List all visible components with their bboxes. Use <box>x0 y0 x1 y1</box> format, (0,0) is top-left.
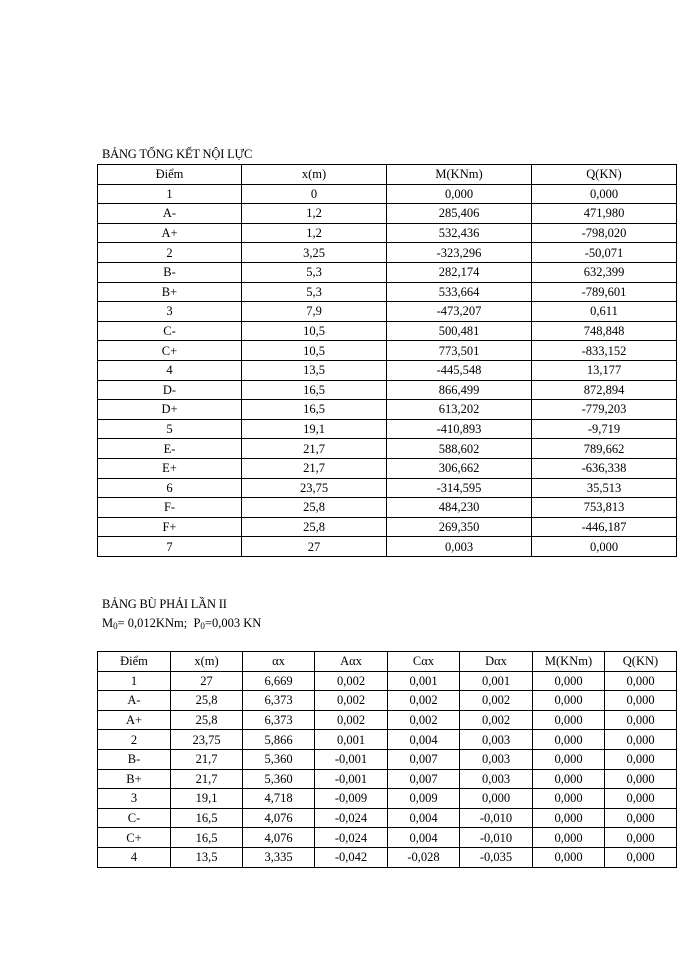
table-cell: F+ <box>98 517 242 537</box>
table-cell: 16,5 <box>242 380 387 400</box>
table-cell: -445,548 <box>387 360 532 380</box>
table-header-row <box>98 165 677 185</box>
table-cell: A+ <box>98 710 171 730</box>
table-cell: C- <box>98 321 242 341</box>
table-cell: -0,010 <box>460 828 533 848</box>
table-cell: 0,004 <box>388 828 460 848</box>
table-cell: 3 <box>98 789 171 809</box>
column-header: x(m) <box>171 652 243 672</box>
table-row <box>98 458 677 478</box>
table-cell: 0,611 <box>532 302 677 322</box>
table-row <box>98 789 677 809</box>
table-row <box>98 204 677 224</box>
table-cell: 0,002 <box>315 671 388 691</box>
table-cell: 0,000 <box>605 749 677 769</box>
column-header: M(KNm) <box>387 165 532 185</box>
table-cell: 0,007 <box>388 769 460 789</box>
table-row <box>98 749 677 769</box>
table-cell: 10,5 <box>242 321 387 341</box>
column-header: αx <box>243 652 315 672</box>
table-cell: 23,75 <box>171 730 243 750</box>
table-cell: 23,75 <box>242 478 387 498</box>
table-cell: 19,1 <box>171 789 243 809</box>
table-cell: B+ <box>98 282 242 302</box>
table-cell: 25,8 <box>171 710 243 730</box>
table-cell: -0,001 <box>315 749 388 769</box>
table-cell: A- <box>98 204 242 224</box>
table-row <box>98 262 677 282</box>
table-cell: -798,020 <box>532 223 677 243</box>
table-row <box>98 517 677 537</box>
table-cell: -0,042 <box>315 847 388 867</box>
table-cell: -9,719 <box>532 419 677 439</box>
table-cell: 0,002 <box>315 691 388 711</box>
table-cell: -323,296 <box>387 243 532 263</box>
table-row <box>98 439 677 459</box>
table-cell: 25,8 <box>171 691 243 711</box>
table-cell: 0,002 <box>388 710 460 730</box>
table-cell: 0,003 <box>460 749 533 769</box>
table-cell: A+ <box>98 223 242 243</box>
table-row <box>98 341 677 361</box>
table-cell: -314,595 <box>387 478 532 498</box>
second-correction-table <box>97 651 677 868</box>
table-cell: 0,002 <box>388 691 460 711</box>
table-row <box>98 419 677 439</box>
table-cell: F- <box>98 498 242 518</box>
p0-subscript: 0 <box>200 621 205 631</box>
table-cell: 5,866 <box>243 730 315 750</box>
column-header: Q(KN) <box>532 165 677 185</box>
table-cell: 484,230 <box>387 498 532 518</box>
table-cell: 0,000 <box>605 789 677 809</box>
table-cell: 0,003 <box>460 769 533 789</box>
table-cell: 0,000 <box>605 730 677 750</box>
table-cell: 4,718 <box>243 789 315 809</box>
table-row <box>98 769 677 789</box>
table-row <box>98 691 677 711</box>
table-cell: 3 <box>98 302 242 322</box>
table-cell: 0,000 <box>533 808 605 828</box>
table-cell: 10,5 <box>242 341 387 361</box>
table-row <box>98 710 677 730</box>
table1-title: BẢNG TỔNG KẾT NỘI LỰC <box>102 147 253 161</box>
table-cell: 19,1 <box>242 419 387 439</box>
table-cell: 0,000 <box>532 184 677 204</box>
table-cell: 533,664 <box>387 282 532 302</box>
table-cell: 0,000 <box>533 828 605 848</box>
table-cell: 532,436 <box>387 223 532 243</box>
table-cell: 613,202 <box>387 400 532 420</box>
table-cell: 588,602 <box>387 439 532 459</box>
table-row <box>98 321 677 341</box>
table-cell: 25,8 <box>242 498 387 518</box>
table-cell: 3,25 <box>242 243 387 263</box>
table-cell: B- <box>98 262 242 282</box>
table-cell: 753,813 <box>532 498 677 518</box>
table-cell: -0,009 <box>315 789 388 809</box>
table-cell: 35,513 <box>532 478 677 498</box>
table-cell: 285,406 <box>387 204 532 224</box>
table-cell: 5 <box>98 419 242 439</box>
table-cell: -50,071 <box>532 243 677 263</box>
table-cell: 872,894 <box>532 380 677 400</box>
table-cell: 0,000 <box>387 184 532 204</box>
table-cell: 4,076 <box>243 808 315 828</box>
column-header: Aαx <box>315 652 388 672</box>
table-row <box>98 400 677 420</box>
table-cell: 5,3 <box>242 262 387 282</box>
table-cell: 632,399 <box>532 262 677 282</box>
table-cell: 0 <box>242 184 387 204</box>
table-cell: 5,3 <box>242 282 387 302</box>
table-cell: 13,177 <box>532 360 677 380</box>
table-row <box>98 478 677 498</box>
table-cell: -0,035 <box>460 847 533 867</box>
table-cell: C+ <box>98 341 242 361</box>
table-cell: D+ <box>98 400 242 420</box>
table-cell: 773,501 <box>387 341 532 361</box>
table-cell: 0,000 <box>533 730 605 750</box>
table-cell: 0,000 <box>533 710 605 730</box>
table-row <box>98 808 677 828</box>
table-cell: C- <box>98 808 171 828</box>
table2-parameters <box>102 616 261 631</box>
table-cell: D- <box>98 380 242 400</box>
table-cell: 13,5 <box>242 360 387 380</box>
table-cell: 0,000 <box>533 749 605 769</box>
table-cell: 0,003 <box>460 730 533 750</box>
table-cell: B- <box>98 749 171 769</box>
table-cell: 748,848 <box>532 321 677 341</box>
table-cell: -446,187 <box>532 517 677 537</box>
table-cell: 5,360 <box>243 769 315 789</box>
table-cell: B+ <box>98 769 171 789</box>
table-cell: 471,980 <box>532 204 677 224</box>
table-cell: 789,662 <box>532 439 677 459</box>
table-cell: C+ <box>98 828 171 848</box>
table-row <box>98 360 677 380</box>
table-cell: -410,893 <box>387 419 532 439</box>
table-cell: -789,601 <box>532 282 677 302</box>
table-cell: 6 <box>98 478 242 498</box>
table-cell: 25,8 <box>242 517 387 537</box>
table-cell: 5,360 <box>243 749 315 769</box>
table-cell: 4,076 <box>243 828 315 848</box>
table-cell: 282,174 <box>387 262 532 282</box>
table-cell: 0,000 <box>605 847 677 867</box>
table-cell: 3,335 <box>243 847 315 867</box>
table-cell: 269,350 <box>387 517 532 537</box>
table-cell: 16,5 <box>242 400 387 420</box>
table-cell: -833,152 <box>532 341 677 361</box>
table2-title: BẢNG BÙ PHẢI LẦN II <box>102 597 227 611</box>
table-cell: 0,004 <box>388 808 460 828</box>
table-row <box>98 828 677 848</box>
table-cell: 0,000 <box>605 828 677 848</box>
table-cell: 0,004 <box>388 730 460 750</box>
table-cell: 2 <box>98 730 171 750</box>
table-cell: 2 <box>98 243 242 263</box>
table-cell: -779,203 <box>532 400 677 420</box>
table-cell: 0,000 <box>460 789 533 809</box>
table-cell: 16,5 <box>171 828 243 848</box>
table-cell: 6,373 <box>243 710 315 730</box>
table-cell: 0,000 <box>533 671 605 691</box>
table-cell: -0,010 <box>460 808 533 828</box>
table-cell: 500,481 <box>387 321 532 341</box>
table-cell: -473,207 <box>387 302 532 322</box>
column-header: Điểm <box>98 165 242 185</box>
table-cell: 6,373 <box>243 691 315 711</box>
table-cell: 0,000 <box>533 691 605 711</box>
m0-value: = 0,012KNm; <box>117 616 188 630</box>
column-header: Điểm <box>98 652 171 672</box>
table-cell: -0,024 <box>315 808 388 828</box>
table-cell: 0,002 <box>460 710 533 730</box>
table-cell: 7 <box>98 537 242 557</box>
table-cell: 0,001 <box>388 671 460 691</box>
table-cell: 0,009 <box>388 789 460 809</box>
column-header: Cαx <box>388 652 460 672</box>
table-row <box>98 302 677 322</box>
table-cell: 0,000 <box>533 847 605 867</box>
table-cell: 1,2 <box>242 223 387 243</box>
table-cell: 1,2 <box>242 204 387 224</box>
table-cell: 13,5 <box>171 847 243 867</box>
table-cell: 7,9 <box>242 302 387 322</box>
table-cell: 4 <box>98 847 171 867</box>
table-row <box>98 282 677 302</box>
table-row <box>98 730 677 750</box>
table-row <box>98 243 677 263</box>
table-cell: -0,001 <box>315 769 388 789</box>
table-cell: -636,338 <box>532 458 677 478</box>
column-header: M(KNm) <box>533 652 605 672</box>
table-cell: E+ <box>98 458 242 478</box>
table-row <box>98 671 677 691</box>
table-cell: 21,7 <box>242 458 387 478</box>
p0-value: =0,003 KN <box>204 616 262 630</box>
column-header: Dαx <box>460 652 533 672</box>
table-row <box>98 537 677 557</box>
table-cell: -0,028 <box>388 847 460 867</box>
table-cell: 16,5 <box>171 808 243 828</box>
column-header: Q(KN) <box>605 652 677 672</box>
table-row <box>98 380 677 400</box>
table-cell: 6,669 <box>243 671 315 691</box>
table-cell: 0,000 <box>605 808 677 828</box>
table-cell: 0,000 <box>533 769 605 789</box>
table-cell: 1 <box>98 184 242 204</box>
table-cell: 0,007 <box>388 749 460 769</box>
table-cell: 0,000 <box>532 537 677 557</box>
p0-label: P <box>193 616 201 630</box>
table-row <box>98 184 677 204</box>
table-cell: 21,7 <box>242 439 387 459</box>
table-cell: 21,7 <box>171 749 243 769</box>
table-cell: 0,000 <box>605 671 677 691</box>
table-cell: 306,662 <box>387 458 532 478</box>
table-cell: 0,001 <box>460 671 533 691</box>
table-cell: 0,000 <box>533 789 605 809</box>
column-header: x(m) <box>242 165 387 185</box>
table-cell: 0,002 <box>315 710 388 730</box>
table-cell: 0,002 <box>460 691 533 711</box>
table-cell: 4 <box>98 360 242 380</box>
table-cell: 1 <box>98 671 171 691</box>
table-cell: 27 <box>171 671 243 691</box>
table-header-row <box>98 652 677 672</box>
table-cell: 0,000 <box>605 769 677 789</box>
m0-label: M <box>102 616 114 630</box>
table-row <box>98 223 677 243</box>
table-cell: 21,7 <box>171 769 243 789</box>
table-cell: 866,499 <box>387 380 532 400</box>
table-cell: E- <box>98 439 242 459</box>
table-cell: 27 <box>242 537 387 557</box>
m0-subscript: 0 <box>113 621 118 631</box>
internal-forces-summary-table <box>97 164 677 557</box>
table-cell: 0,000 <box>605 710 677 730</box>
table-row <box>98 847 677 867</box>
table-cell: 0,001 <box>315 730 388 750</box>
table-cell: -0,024 <box>315 828 388 848</box>
table-cell: A- <box>98 691 171 711</box>
table-row <box>98 498 677 518</box>
table-cell: 0,003 <box>387 537 532 557</box>
table-cell: 0,000 <box>605 691 677 711</box>
